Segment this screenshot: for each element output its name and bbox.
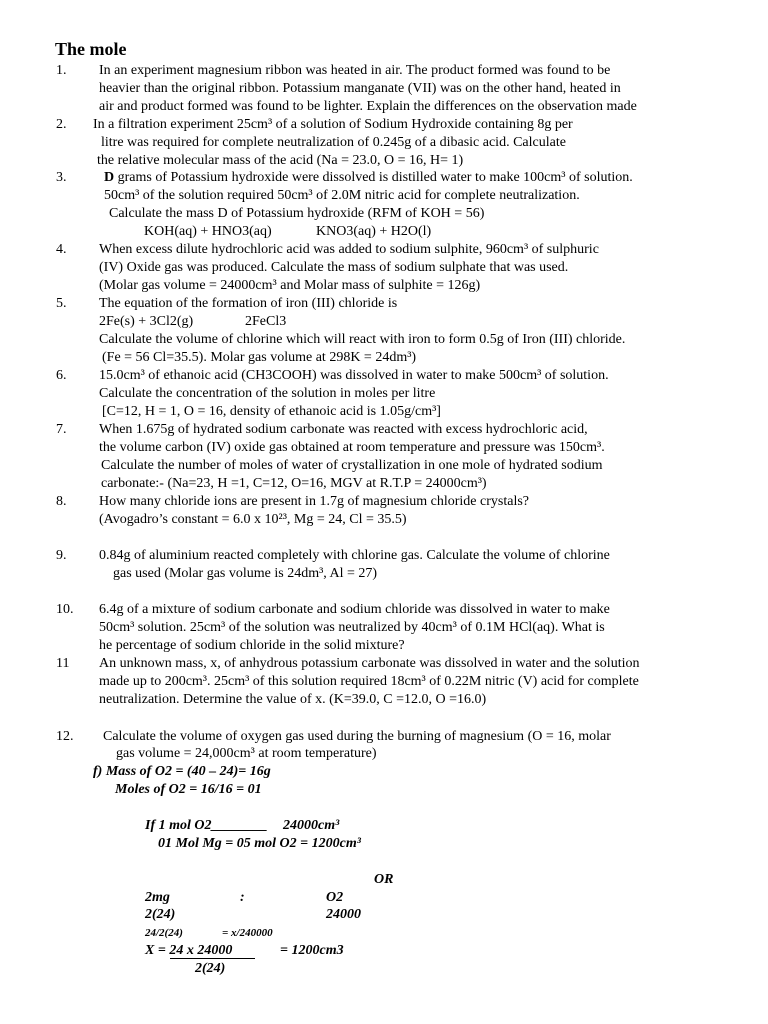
question-5-equation-left: 2Fe(s) + 3Cl2(g): [99, 314, 194, 329]
question-7-line: When 1.675g of hydrated sodium carbonate was reacted with excess hydrochloric acid,: [99, 422, 588, 437]
answer-x-numerator: X = 24 x 24000: [145, 943, 233, 958]
answer-row-fraction: 24/2(24): [145, 927, 183, 939]
fraction-bar: [170, 958, 255, 959]
question-number: 11: [56, 656, 70, 671]
answer-x-denominator: 2(24): [195, 961, 226, 976]
answer-mass-o2: f) Mass of O2 = (40 – 24)= 16g: [93, 764, 271, 779]
question-number: 2.: [56, 117, 67, 132]
question-11-line: made up to 200cm³. 25cm³ of this solution required 18cm³ of 0.22M nitric (V) acid for complete: [99, 674, 639, 689]
question-5-line: The equation of the formation of iron (III) chloride is: [99, 296, 398, 311]
question-10-line: 6.4g of a mixture of sodium carbonate and sodium chloride was dissolved in water to make: [99, 602, 610, 617]
question-number: 10.: [56, 602, 74, 617]
page-title: The mole: [55, 39, 127, 59]
question-2-line: the relative molecular mass of the acid (Na = 23.0, O = 16, H= 1): [97, 153, 464, 168]
question-number: 8.: [56, 494, 67, 509]
answer-or-label: OR: [374, 872, 394, 887]
question-11-line: neutralization. Determine the value of x. (K=39.0, C =12.0, O =16.0): [99, 692, 487, 707]
answer-row-mass: 2(24): [145, 907, 176, 922]
question-11-line: An unknown mass, x, of anhydrous potassium carbonate was dissolved in water and the solution: [99, 656, 640, 671]
question-6-line: Calculate the concentration of the solution in moles per litre: [99, 386, 436, 401]
question-9-line: gas used (Molar gas volume is 24dm³, Al = 27): [113, 566, 378, 581]
question-6-line: [C=12, H = 1, O = 16, density of ethanoic acid is 1.05g/cm³]: [102, 404, 441, 419]
question-3-line: 50cm³ of the solution required 50cm³ of 2.0M nitric acid for complete neutralization.: [104, 188, 580, 203]
question-2-line: litre was required for complete neutralization of 0.245g of a dibasic acid. Calculate: [101, 135, 566, 150]
question-number: 7.: [56, 422, 67, 437]
question-4-line: When excess dilute hydrochloric acid was added to sodium sulphite, 960cm³ of sulphuric: [99, 242, 599, 257]
question-1-line: heavier than the original ribbon. Potassium manganate (VII) was on the other hand, heated in: [99, 81, 621, 96]
question-3-bold-d: D: [104, 170, 115, 185]
question-1-line: In an experiment magnesium ribbon was heated in air. The product formed was found to be: [99, 63, 611, 78]
answer-row-equals: = x/240000: [222, 927, 273, 939]
question-7-line: Calculate the number of moles of water of crystallization in one mole of hydrated sodium: [101, 458, 603, 473]
answer-x-result: = 1200cm3: [280, 943, 344, 958]
answer-row-volume: 24000: [326, 907, 361, 922]
question-3-equation-right: KNO3(aq) + H2O(l): [316, 224, 432, 239]
question-3-text: grams of Potassium hydroxide were dissolved is distilled water to make 100cm³ of solution.: [114, 170, 633, 185]
question-4-line: (Molar gas volume = 24000cm³ and Molar mass of sulphite = 126g): [99, 278, 481, 293]
question-7-line: carbonate:- (Na=23, H =1, C=12, O=16, MGV at R.T.P = 24000cm³): [101, 476, 487, 491]
answer-volume-result: 01 Mol Mg = 05 mol O2 = 1200cm³: [158, 836, 361, 851]
question-8-line: (Avogadro’s constant = 6.0 x 10²³, Mg = 24, Cl = 35.5): [99, 512, 407, 527]
question-2-line: In a filtration experiment 25cm³ of a solution of Sodium Hydroxide containing 8g per: [93, 117, 573, 132]
question-10-line: 50cm³ solution. 25cm³ of the solution was neutralized by 40cm³ of 0.1M HCl(aq). What is: [99, 620, 605, 635]
question-12-line: Calculate the volume of oxygen gas used during the burning of magnesium (O = 16, molar: [103, 729, 611, 744]
answer-moles-o2: Moles of O2 = 16/16 = 01: [115, 782, 262, 797]
question-1-line: air and product formed was found to be lighter. Explain the differences on the observation made: [99, 99, 637, 114]
answer-ratio-left: If 1 mol O2________: [145, 818, 268, 833]
question-5-equation-right: 2FeCl3: [245, 314, 287, 329]
question-6-line: 15.0cm³ of ethanoic acid (CH3COOH) was dissolved in water to make 500cm³ of solution.: [99, 368, 609, 383]
question-9-line: 0.84g of aluminium reacted completely with chlorine gas. Calculate the volume of chlorine: [99, 548, 610, 563]
question-5-line: Calculate the volume of chlorine which will react with iron to form 0.5g of Iron (III) chloride.: [99, 332, 626, 347]
question-number: 6.: [56, 368, 67, 383]
question-5-line: (Fe = 56 Cl=35.5). Molar gas volume at 298K = 24dm³): [102, 350, 417, 365]
question-4-line: (IV) Oxide gas was produced. Calculate the mass of sodium sulphate that was used.: [99, 260, 569, 275]
question-number: 9.: [56, 548, 67, 563]
question-12-line: gas volume = 24,000cm³ at room temperature): [116, 746, 377, 761]
question-7-line: the volume carbon (IV) oxide gas obtained at room temperature and pressure was 150cm³.: [99, 440, 605, 455]
question-number: 5.: [56, 296, 67, 311]
question-8-line: How many chloride ions are present in 1.7g of magnesium chloride crystals?: [99, 494, 529, 509]
question-number: 1.: [56, 63, 67, 78]
answer-row-colon: :: [240, 890, 245, 905]
question-number: 12.: [56, 729, 74, 744]
answer-row-o2: O2: [326, 890, 344, 905]
question-10-line: he percentage of sodium chloride in the solid mixture?: [99, 638, 405, 653]
question-3-line: Calculate the mass D of Potassium hydroxide (RFM of KOH = 56): [109, 206, 485, 221]
question-number: 4.: [56, 242, 67, 257]
answer-row-mg: 2mg: [145, 890, 170, 905]
question-number: 3.: [56, 170, 67, 185]
answer-ratio-right: 24000cm³: [283, 818, 340, 833]
question-3-line: [104, 170, 633, 186]
question-3-equation-left: KOH(aq) + HNO3(aq): [144, 224, 272, 239]
